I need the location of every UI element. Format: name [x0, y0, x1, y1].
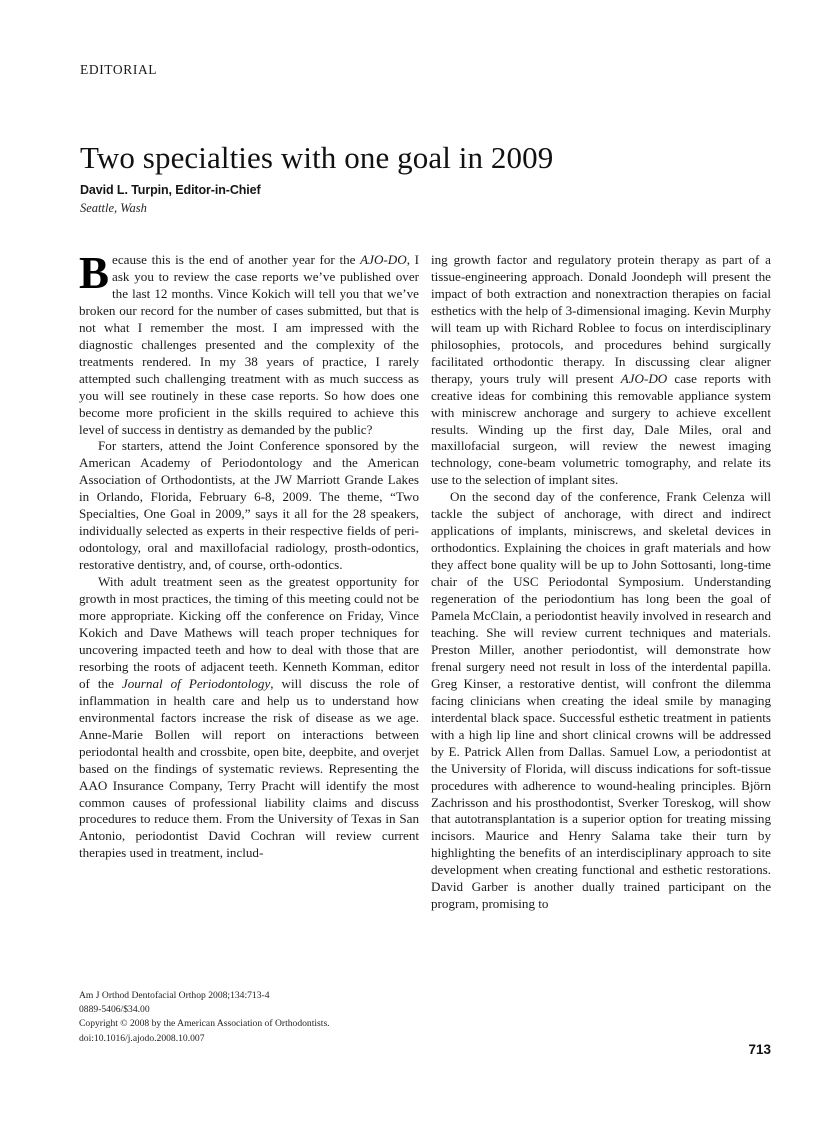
- paragraph-3: [79, 574, 419, 862]
- paragraph-4-text-a: ing growth factor and regulatory protein therapy as part of a tissue-engineering approach. Donald Joondeph will present the impact of both extraction and nonextraction therapies on facial esthetics with the help of 3-dimensional imaging. Kevin Murphy will team up with Richard Roblee to focus on interdisciplinary philosophies, protocols, and procedures behind surgically facilitated orthodontic therapy. In discussing clear aligner therapy, yours truly will present: [431, 252, 771, 386]
- paragraph-1-text-b: , I ask you to review the case reports we’ve published over the last 12 months. Vince Kokich will tell you that we’ve broken our record for the number of cases submitted, but that is not what I remember the most. I am impressed with the diagnostic challenges presented and the complexity of the treatments rendered. In my 38 years of practice, I rarely attempted such challenging treatment with as much success as you will see routinely in these case reports. So how does one become more proficient in the skills required to achieve this level of success in dentistry as demanded by the public?: [79, 252, 419, 437]
- author-affiliation: Seattle, Wash: [80, 200, 147, 215]
- footnote-issn: 0889-5406/$34.00: [79, 1004, 150, 1016]
- journal-title-periodontology: Journal of Periodontology: [121, 675, 271, 691]
- footnote-citation: Am J Orthod Dentofacial Orthop 2008;134:713-4: [79, 990, 270, 1001]
- footnote-doi: doi:10.1016/j.ajodo.2008.10.007: [79, 1032, 205, 1044]
- page-number: 713: [748, 1042, 771, 1057]
- paragraph-5: On the second day of the conference, Frank Celenza will tackle the subject of anchorage, with direct and indirect applications of implants, miniscrews, and skeletal devices in orthodontics. Explaining the choices in graft materials and how they affect bone quality will be up to John Sottosanti, long-time chair of the USC Periodontal Symposium. Understanding regeneration of the periodontium has long been the goal of Pamela McClain, a periodontist heavily involved in research and teaching. She will review current techniques and materials. Preston Miller, another periodontist, will demonstrate how frenal surgery need not result in loss of the interdental papilla. Greg Kinser, a restorative dentist, will confront the dilemma facing clinicians when creating the ideal smile by managing interdental black space. Successful esthetic treatment in patients with a high lip line and short clinical crowns will be addressed by E. Patrick Allen from Dallas. Samuel Low, a periodontist at the University of Florida, will discuss indications for soft-tissue procedures with adherence to wound-healing principles. Björn Zachrisson and his prosthodontist, Sverker Toreskog, will show that autotransplantation is a superior option for treating missing incisors. Maurice and Henry Salama take their turn by highlighting the benefits of an interdisciplinary approach to site development when creating functional and esthetic restorations. David Garber is another dually trained participant on the program, promising to: [431, 489, 771, 912]
- byline: [80, 182, 500, 217]
- paragraph-1: [79, 248, 419, 438]
- journal-abbrev-ajodo-2: AJO-DO: [620, 370, 668, 386]
- paragraph-3-text-a: With adult treatment seen as the greatest opportunity for growth in most practices, the timing of this meeting could not be more appropriate. Kicking off the conference on Friday, Vince Kokich and Dave Mathews will teach proper techniques for uncovering impacted teeth and how to deal with those that are resorbing the roots of adjacent teeth. Kenneth Komman, editor of the: [79, 574, 419, 691]
- paragraph-4-text-b: case reports with creative ideas for combining this removable appliance system with miniscrew anchorage and surgery to achieve excellent results. Winding up the first day, Dale Miles, oral and maxillofacial surgeon, will review the newest imaging technology, cone-beam volumetric tomography, and relate its use to the selection of implant sites.: [431, 370, 771, 488]
- footnote-block: [79, 989, 424, 1046]
- paragraph-4: [431, 252, 771, 489]
- page-title: Two specialties with one goal in 2009: [80, 139, 554, 175]
- paragraph-3-text-b: , will discuss the role of inflammation in health care and help us to understand how environmental factors increase the risk of disease as we age. Anne-Marie Bollen will report on interactions between periodontal health and crossbite, open bite, deepbite, and overjet based on the findings of systematic reviews. Representing the AAO Insurance Company, Terry Pracht will identify the most common causes of professional liability claims and discuss procedures to reduce them. From the University of Texas in San Antonio, periodontist David Cochran will review current therapies used in treatment, includ-: [79, 675, 419, 861]
- author-name: David L. Turpin, Editor-in-Chief: [80, 183, 261, 197]
- footnote-copyright: Copyright © 2008 by the American Association of Orthodontists.: [79, 1018, 330, 1030]
- section-kicker: EDITORIAL: [80, 62, 158, 77]
- paragraph-2: For starters, attend the Joint Conference sponsored by the American Academy of Periodontology and the American Association of Orthodontists, at the JW Marriott Grande Lakes in Orlando, Florida, February 6-8, 2009. The theme, “Two Specialties, One Goal in 2009,” says it all for the 28 speakers, individually selected as experts in their respective fields of peri-odontology, oral and maxillofacial radiology, prosth-odontics, restorative dentistry, and, of course, orth-odontics.: [79, 438, 419, 573]
- drop-cap: B: [79, 248, 110, 298]
- journal-abbrev-ajodo: AJO-DO: [360, 252, 407, 267]
- paragraph-1-text-a: ecause this is the end of another year for the: [112, 252, 361, 267]
- body-column-left: [79, 248, 419, 862]
- body-column-right: [431, 252, 771, 913]
